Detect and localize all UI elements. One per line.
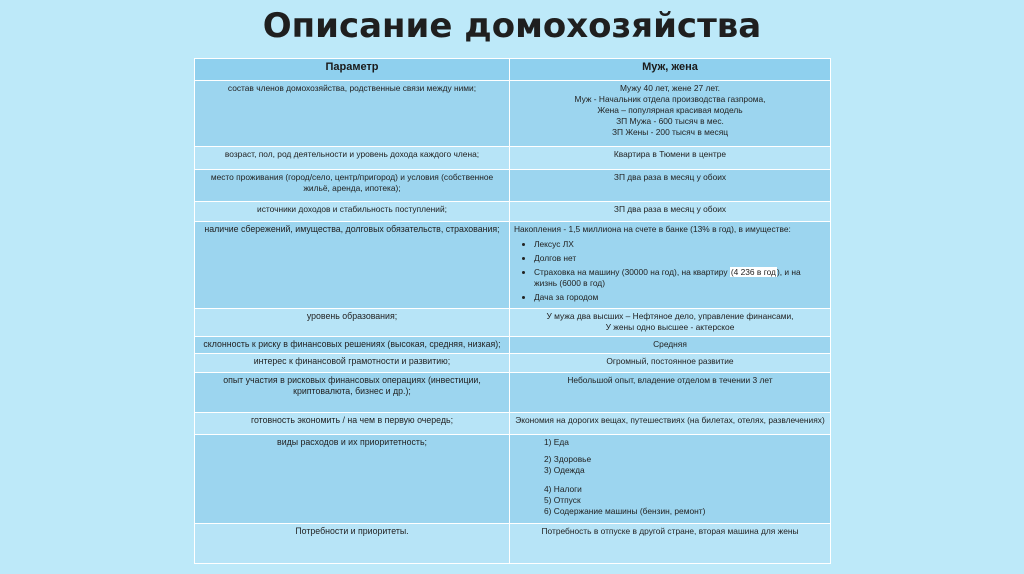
expense-item: 1) Еда: [544, 437, 569, 447]
list-item: • Дача за городом: [534, 292, 826, 303]
value-line: Мужу 40 лет, жене 27 лет.: [619, 83, 721, 93]
insurance-text: Страховка на машину (30000 на год), на квартиру: [534, 267, 730, 277]
header-value: Муж, жена: [510, 59, 831, 81]
row-value: [510, 81, 831, 147]
value-line: Муж - Начальник отдела производства газпрома,: [574, 94, 766, 104]
table-row: [195, 524, 831, 564]
assets-list: [514, 239, 826, 303]
value-line: Жена – популярная красивая модель: [597, 105, 743, 115]
household-table: [194, 58, 831, 564]
table-row: [195, 147, 831, 170]
highlighted-amount: (4 236 в год: [730, 267, 776, 277]
list-item: [534, 267, 826, 289]
row-value: ЗП два раза в месяц у обоих: [510, 202, 831, 222]
row-param: склонность к риску в финансовых решениях (высокая, средняя, низкая);: [195, 337, 510, 354]
table-row: [195, 222, 831, 309]
row-param: виды расходов и их приоритетность;: [195, 435, 510, 524]
row-value: Потребность в отпуске в другой стране, вторая машина для жены: [510, 524, 831, 564]
insurance-text-rest: ), и на жизнь (6000 в год): [534, 267, 801, 288]
expense-item: 3) Одежда: [544, 465, 585, 475]
row-param: состав членов домохозяйства, родственные связи между ними;: [195, 81, 510, 147]
row-value: Экономия на дорогих вещах, путешествиях (на билетах, отелях, развлечениях): [510, 413, 831, 435]
slide-title: Описание домохозяйства: [262, 6, 762, 46]
row-value: [510, 309, 831, 337]
row-param: уровень образования;: [195, 309, 510, 337]
value-line: ЗП Жены - 200 тысяч в месяц: [611, 127, 729, 137]
table-row: [195, 170, 831, 202]
value-line: У мужа два высших – Нефтяное дело, управление финансами,: [546, 311, 794, 321]
table-row: [195, 202, 831, 222]
table-row: [195, 413, 831, 435]
list-item: • Лексус ЛХ: [534, 239, 826, 250]
row-value: Небольшой опыт, владение отделом в течении 3 лет: [510, 373, 831, 413]
row-value: [510, 222, 831, 309]
row-param: интерес к финансовой грамотности и развитию;: [195, 354, 510, 373]
table-row: [195, 435, 831, 524]
row-param: готовность экономить / на чем в первую очередь;: [195, 413, 510, 435]
savings-intro: Накопления - 1,5 миллиона на счете в банке (13% в год), в имуществе:: [514, 224, 791, 234]
row-param: место проживания (город/село, центр/пригород) и условия (собственное жильё, аренда, ипотека);: [195, 170, 510, 202]
value-line: ЗП Мужа - 600 тысяч в мес.: [616, 116, 724, 126]
row-param: опыт участия в рисковых финансовых операциях (инвестиции, криптовалюта, бизнес и др.);: [195, 373, 510, 413]
table-row: [195, 81, 831, 147]
expense-item: 2) Здоровье: [544, 454, 592, 464]
table-header-row: [195, 59, 831, 81]
row-value: [510, 435, 831, 524]
row-value: Квартира в Тюмени в центре: [510, 147, 831, 170]
value-line: У жены одно высшее - актерское: [605, 322, 735, 332]
row-param: наличие сбережений, имущества, долговых обязательств, страхования;: [195, 222, 510, 309]
row-value: ЗП два раза в месяц у обоих: [510, 170, 831, 202]
row-value: Средняя: [510, 337, 831, 354]
row-value: Огромный, постоянное развитие: [510, 354, 831, 373]
row-param: Потребности и приоритеты.: [195, 524, 510, 564]
list-item: • Долгов нет: [534, 253, 826, 264]
table-row: [195, 354, 831, 373]
expense-item: 6) Содержание машины (бензин, ремонт): [544, 506, 706, 516]
row-param: возраст, пол, род деятельности и уровень дохода каждого члена;: [195, 147, 510, 170]
row-param: источники доходов и стабильность поступлений;: [195, 202, 510, 222]
expense-item: 5) Отпуск: [544, 495, 581, 505]
table-row: [195, 373, 831, 413]
header-param: Параметр: [195, 59, 510, 81]
table-row: [195, 309, 831, 337]
table-row: [195, 337, 831, 354]
expense-item: 4) Налоги: [544, 484, 582, 494]
